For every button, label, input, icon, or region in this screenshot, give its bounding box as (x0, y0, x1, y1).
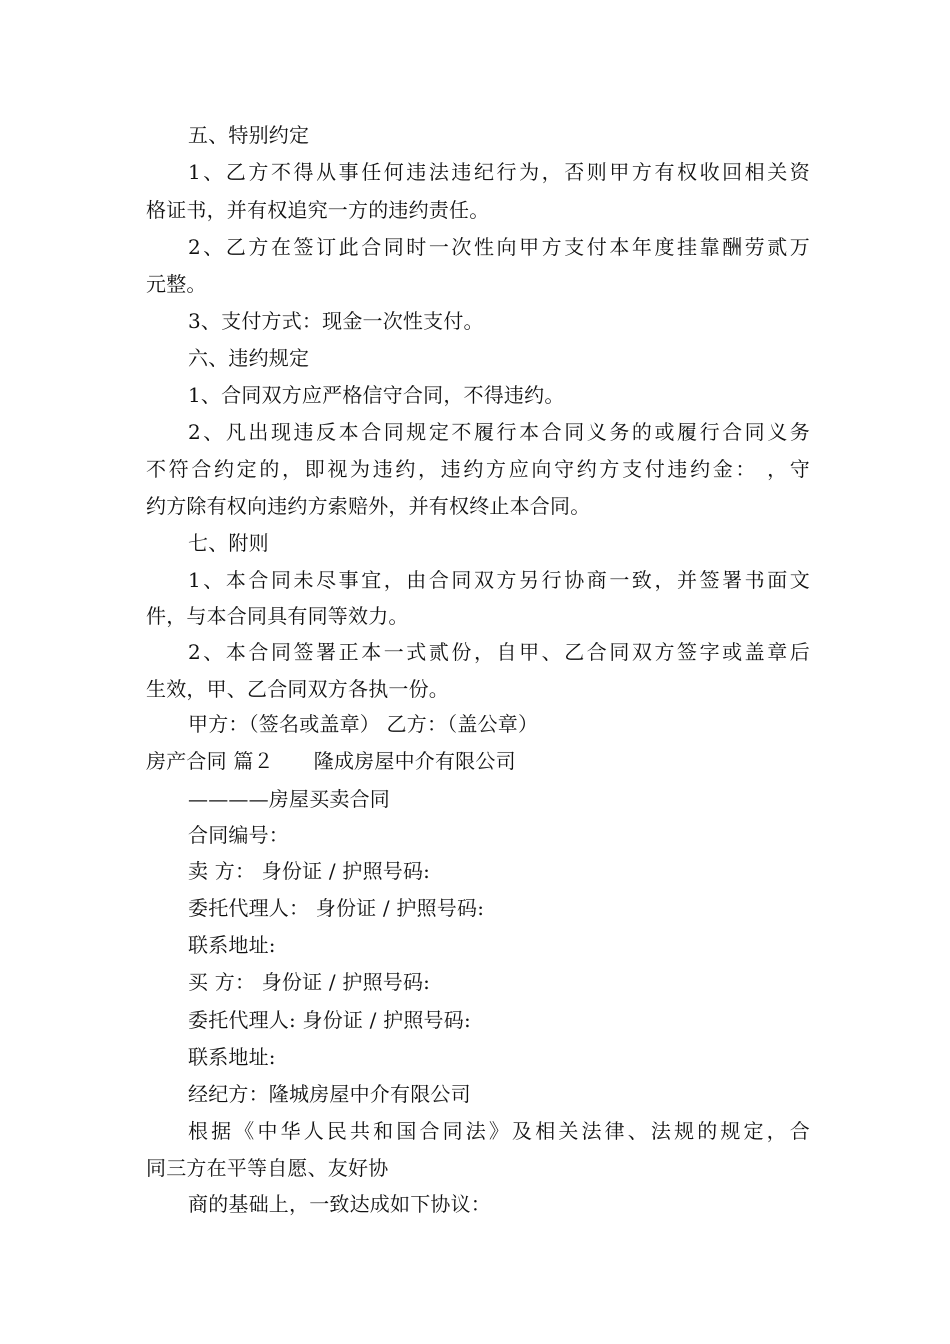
seller-agent-field: 委托代理人： 身份证 / 护照号码: (188, 896, 485, 920)
contract-subtitle: ————房屋买卖合同 (188, 787, 390, 811)
agency-company-name: 隆成房屋中介有限公司 (313, 749, 516, 773)
section-6-heading: 六、违约规定 (188, 346, 310, 370)
section-6-item-2-line-3: 约方除有权向违约方索赔外，并有权终止本合同。 (146, 494, 591, 518)
buyer-address-field: 联系地址: (188, 1045, 276, 1069)
basis-paragraph-line-1: 根据《中华人民共和国合同法》及相关法律、法规的规定，合 (188, 1119, 810, 1143)
seller-id-field: 卖 方： 身份证 / 护照号码: (188, 859, 431, 883)
section-7-heading: 七、附则 (188, 531, 269, 555)
contract-part-2-title: 房产合同 篇２ (146, 749, 274, 773)
section-5-heading: 五、特别约定 (188, 123, 310, 147)
contract-number-field: 合同编号： (188, 823, 289, 847)
section-6-item-2-line-1: 2、凡出现违反本合同规定不履行本合同义务的或履行合同义务 (188, 420, 810, 444)
buyer-id-field: 买 方： 身份证 / 护照号码: (188, 970, 431, 994)
section-7-item-2-line-2: 生效，甲、乙合同双方各执一份。 (146, 677, 449, 701)
section-6-item-2-line-2: 不符合约定的，即视为违约，违约方应向守约方支付违约金： ，守 (146, 457, 810, 481)
section-5-item-2-line-2: 元整。 (146, 272, 207, 296)
buyer-agent-field: 委托代理人: 身份证 / 护照号码: (188, 1008, 471, 1032)
section-7-item-1-line-2: 件，与本合同具有同等效力。 (146, 604, 409, 628)
section-5-item-1-line-1: 1、乙方不得从事任何违法违纪行为，否则甲方有权收回相关资 (188, 160, 810, 184)
section-6-item-1: 1、合同双方应严格信守合同，不得违约。 (188, 383, 565, 407)
signature-line: 甲方：（签名或盖章） 乙方：（盖公章） (188, 712, 539, 736)
basis-paragraph-line-2: 同三方在平等自愿、友好协 (146, 1156, 389, 1180)
section-5-item-1-line-2: 格证书，并有权追究一方的违约责任。 (146, 198, 490, 222)
broker-field: 经纪方：隆城房屋中介有限公司 (188, 1082, 471, 1106)
seller-address-field: 联系地址: (188, 933, 276, 957)
section-5-item-2-line-1: 2、乙方在签订此合同时一次性向甲方支付本年度挂靠酬劳贰万 (188, 235, 810, 259)
basis-paragraph-line-3: 商的基础上，一致达成如下协议： (188, 1192, 491, 1216)
section-7-item-1-line-1: 1、本合同未尽事宜，由合同双方另行协商一致，并签署书面文 (188, 568, 810, 592)
contract-part-2-title-row (146, 749, 810, 775)
section-7-item-2-line-1: 2、本合同签署正本一式贰份，自甲、乙合同双方签字或盖章后 (188, 640, 810, 664)
section-5-item-3: 3、支付方式：现金一次性支付。 (188, 309, 484, 333)
